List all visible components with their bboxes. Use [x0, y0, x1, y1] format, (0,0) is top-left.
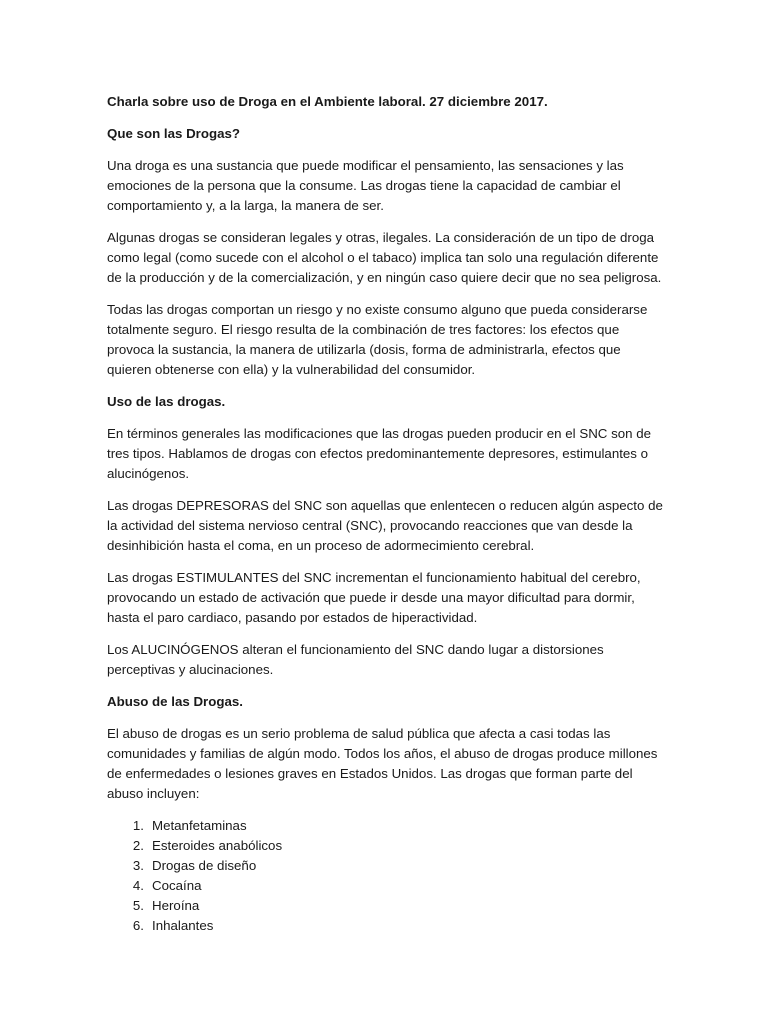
list-item — [107, 916, 664, 936]
list-number: 6. — [132, 918, 144, 933]
list-number: 3. — [132, 858, 144, 873]
section-heading-que-son: Que son las Drogas? — [107, 126, 241, 141]
paragraph: Algunas drogas se consideran legales y otras, ilegales. La consideración de un tipo de droga como legal (como sucede con el alcohol o el tabaco) implica tan solo una regulación diferente de la producción y de la comercialización, y en ningún caso quiere decir que no sea peligrosa. — [107, 230, 662, 285]
list-text: Cocaína — [152, 878, 202, 893]
paragraph: En términos generales las modificaciones que las drogas pueden producir en el SNC son de tres tipos. Hablamos de drogas con efectos predominantemente depresores, estimulantes o alucinógenos. — [107, 426, 652, 481]
paragraph: El abuso de drogas es un serio problema de salud pública que afecta a casi todas las comunidades y familias de algún modo. Todos los años, el abuso de drogas produce millones de enfermedades o lesiones graves en Estados Unidos. Las drogas que forman parte del abuso incluyen: — [107, 726, 658, 801]
list-item — [107, 896, 664, 916]
section-heading-abuso: Abuso de las Drogas. — [107, 694, 243, 709]
list-item — [107, 876, 664, 896]
section-heading-uso: Uso de las drogas. — [107, 394, 226, 409]
list-text: Esteroides anabólicos — [152, 838, 283, 853]
document-title: Charla sobre uso de Droga en el Ambiente laboral. 27 diciembre 2017. — [107, 94, 548, 109]
list-item — [107, 856, 664, 876]
paragraph: Las drogas ESTIMULANTES del SNC incrementan el funcionamiento habitual del cerebro, provocando un estado de activación que puede ir desde una mayor dificultad para dormir, hasta el paro cardiaco, pasando por estados de hiperactividad. — [107, 570, 641, 625]
list-number: 4. — [132, 878, 144, 893]
list-number: 1. — [132, 818, 144, 833]
list-text: Metanfetaminas — [152, 818, 247, 833]
list-number: 5. — [132, 898, 144, 913]
drug-list — [107, 816, 664, 936]
paragraph: Las drogas DEPRESORAS del SNC son aquellas que enlentecen o reducen algún aspecto de la actividad del sistema nervioso central (SNC), provocando reacciones que van desde la desinhibición hasta el coma, en un proceso de adormecimiento cerebral. — [107, 498, 663, 553]
list-number: 2. — [132, 838, 144, 853]
paragraph: Todas las drogas comportan un riesgo y no existe consumo alguno que pueda considerarse totalmente seguro. El riesgo resulta de la combinación de tres factores: los efectos que provoca la sustancia, la manera de utilizarla (dosis, forma de administrarla, efectos que quieren obtenerse con ella) y la vulnerabilidad del consumidor. — [107, 302, 648, 377]
list-text: Inhalantes — [152, 918, 214, 933]
paragraph: Los ALUCINÓGENOS alteran el funcionamiento del SNC dando lugar a distorsiones perceptivas y alucinaciones. — [107, 642, 604, 677]
list-item — [107, 816, 664, 836]
list-text: Drogas de diseño — [152, 858, 257, 873]
list-text: Heroína — [152, 898, 200, 913]
list-item — [107, 836, 664, 856]
paragraph: Una droga es una sustancia que puede modificar el pensamiento, las sensaciones y las emociones de la persona que la consume. Las drogas tiene la capacidad de cambiar el comportamiento y, a la larga, la manera de ser. — [107, 158, 624, 213]
